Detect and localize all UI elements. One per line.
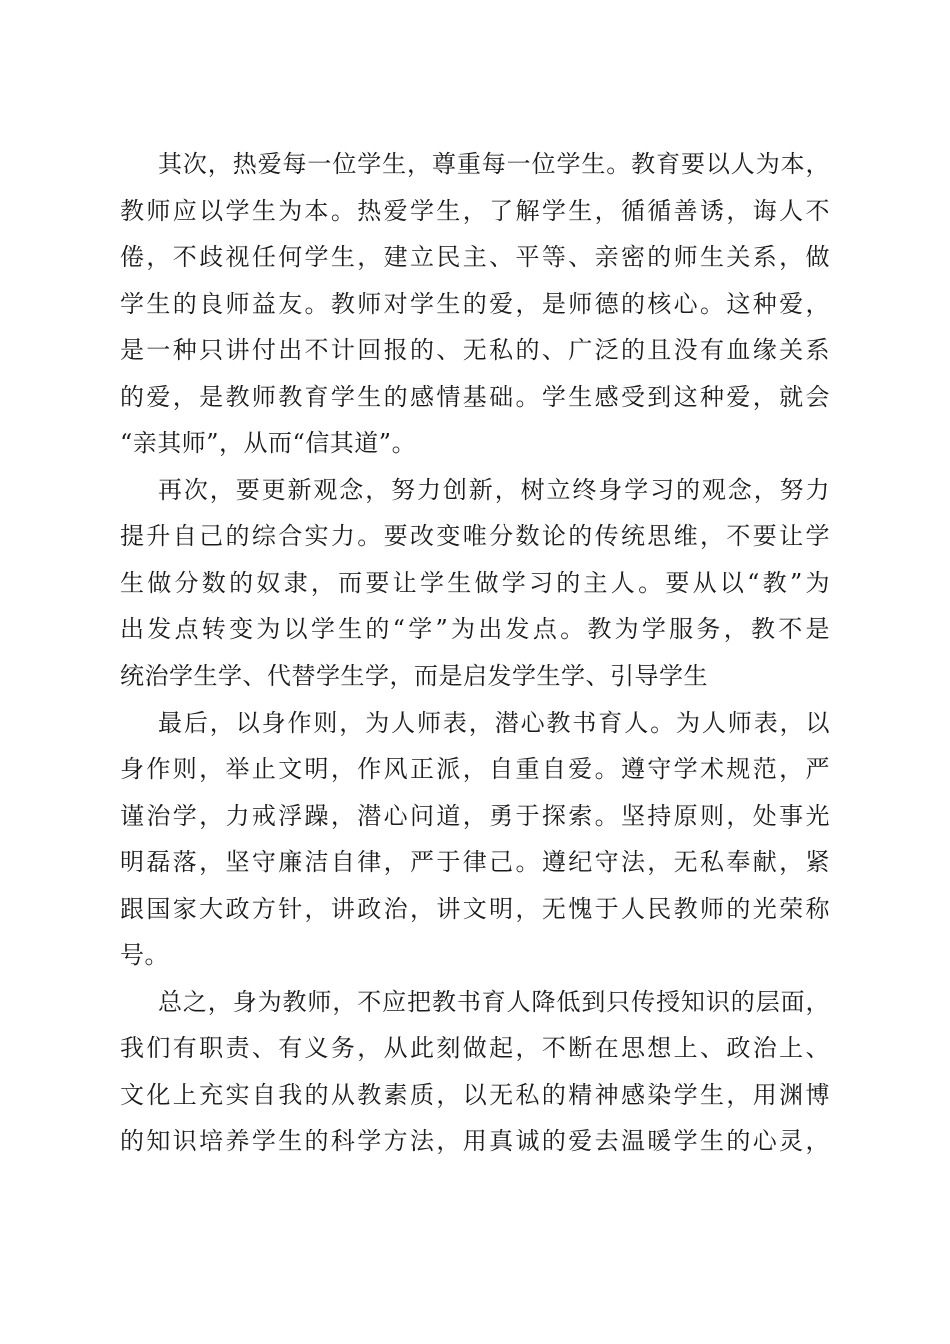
body-text — [120, 141, 830, 1165]
text-line: “亲其师”，从而“信其道”。 — [120, 429, 417, 458]
paragraph-3 — [120, 700, 830, 979]
text-line: 总之，身为教师，不应把教书育人降低到只传授知识的层面， — [158, 987, 830, 1016]
text-line: 的知识培养学生的科学方法，用真诚的爱去温暖学生的心灵， — [120, 1127, 830, 1156]
text-line: 其次，热爱每一位学生，尊重每一位学生。教育要以人为本， — [158, 150, 830, 178]
paragraph-4 — [120, 979, 830, 1165]
text-line: 文化上充实自我的从教素质，以无私的精神感染学生，用渊博 — [120, 1080, 830, 1109]
text-line: 倦，不歧视任何学生，建立民主、平等、亲密的师生关系，做 — [120, 243, 830, 272]
text-line: 谨治学，力戒浮躁，潜心问道，勇于探索。坚持原则，处事光 — [120, 801, 830, 830]
text-line: 号。 — [120, 941, 169, 970]
text-line: 身作则，举止文明，作风正派，自重自爱。遵守学术规范，严 — [120, 755, 830, 784]
text-line: 教师应以学生为本。热爱学生，了解学生，循循善诱，诲人不 — [120, 196, 830, 225]
text-line: 再次，要更新观念，努力创新，树立终身学习的观念，努力 — [158, 475, 830, 504]
text-line: 提升自己的综合实力。要改变唯分数论的传统思维，不要让学 — [120, 522, 830, 551]
text-line: 的爱，是教师教育学生的感情基础。学生感受到这种爱，就会 — [120, 382, 830, 411]
text-line: 明磊落，坚守廉洁自律，严于律己。遵纪守法，无私奉献，紧 — [120, 848, 830, 877]
paragraph-2 — [120, 467, 830, 700]
text-line: 最后，以身作则，为人师表，潜心教书育人。为人师表，以 — [158, 708, 830, 737]
text-line: 跟国家大政方针，讲政治，讲文明，无愧于人民教师的光荣称 — [120, 894, 830, 923]
text-line: 学生的良师益友。教师对学生的爱，是师德的核心。这种爱， — [120, 289, 830, 318]
text-line: 生做分数的奴隶，而要让学生做学习的主人。要从以“教”为 — [120, 568, 830, 597]
text-line: 是一种只讲付出不计回报的、无私的、广泛的且没有血缘关系 — [120, 336, 830, 365]
paragraph-1 — [120, 141, 830, 467]
text-line: 我们有职责、有义务，从此刻做起，不断在思想上、政治上、 — [120, 1034, 830, 1063]
text-line: 统治学生学、代替学生学，而是启发学生学、引导学生 — [120, 662, 708, 691]
text-line: 出发点转变为以学生的“学”为出发点。教为学服务，教不是 — [120, 615, 830, 644]
